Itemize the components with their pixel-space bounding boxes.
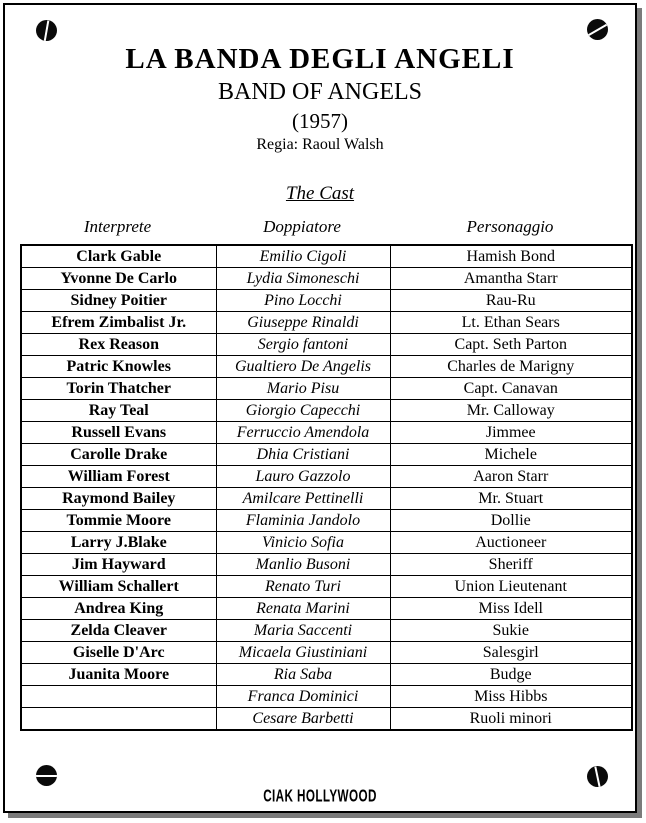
table-row: [21, 466, 632, 488]
character-cell: Miss Idell: [390, 598, 632, 620]
actor-cell: Rex Reason: [21, 334, 216, 356]
cast-table-body: [21, 245, 632, 730]
dubber-cell: Sergio fantoni: [216, 334, 390, 356]
character-cell: Mr. Stuart: [390, 488, 632, 510]
actor-cell: Clark Gable: [21, 245, 216, 268]
actor-cell: Efrem Zimbalist Jr.: [21, 312, 216, 334]
column-header-personaggio: Personaggio: [466, 217, 554, 236]
table-row: [21, 245, 632, 268]
dubber-cell: Giorgio Capecchi: [216, 400, 390, 422]
dubber-cell: Flaminia Jandolo: [216, 510, 390, 532]
screw-slot: [44, 20, 50, 41]
actor-cell: Carolle Drake: [21, 444, 216, 466]
dubber-cell: Dhia Cristiani: [216, 444, 390, 466]
column-header-interprete: Interprete: [83, 217, 152, 236]
ciak-hollywood-logo: CIAK HOLLYWOOD: [263, 786, 377, 807]
actor-cell: Larry J.Blake: [21, 532, 216, 554]
character-cell: Dollie: [390, 510, 632, 532]
actor-cell: Raymond Bailey: [21, 488, 216, 510]
film-title-english: BAND OF ANGELS: [217, 79, 423, 105]
character-cell: Budge: [390, 664, 632, 686]
actor-cell: Tommie Moore: [21, 510, 216, 532]
column-header-doppiatore: Doppiatore: [263, 217, 341, 236]
table-row: [21, 620, 632, 642]
table-row: [21, 356, 632, 378]
dubber-cell: Cesare Barbetti: [216, 708, 390, 731]
actor-cell: Giselle D'Arc: [21, 642, 216, 664]
character-cell: Jimmee: [390, 422, 632, 444]
actor-cell: Sidney Poitier: [21, 290, 216, 312]
director-credit: Regia: Raoul Walsh: [256, 136, 384, 153]
cast-table: [20, 244, 633, 731]
dubber-cell: Mario Pisu: [216, 378, 390, 400]
screw-icon: [36, 765, 57, 786]
character-cell: Capt. Seth Parton: [390, 334, 632, 356]
actor-cell: Russell Evans: [21, 422, 216, 444]
actor-cell: Jim Hayward: [21, 554, 216, 576]
actor-cell: [21, 708, 216, 731]
character-cell: Charles de Marigny: [390, 356, 632, 378]
cast-section-heading: The Cast: [285, 183, 355, 204]
dubber-cell: Amilcare Pettinelli: [216, 488, 390, 510]
dubber-cell: Gualtiero De Angelis: [216, 356, 390, 378]
table-row: [21, 488, 632, 510]
dubber-cell: Ferruccio Amendola: [216, 422, 390, 444]
actor-cell: William Forest: [21, 466, 216, 488]
dubber-cell: Pino Locchi: [216, 290, 390, 312]
character-cell: Sheriff: [390, 554, 632, 576]
table-row: [21, 312, 632, 334]
table-row: [21, 642, 632, 664]
screw-slot: [594, 766, 600, 787]
character-cell: Union Lieutenant: [390, 576, 632, 598]
dubber-cell: Ria Saba: [216, 664, 390, 686]
screw-slot: [36, 775, 57, 777]
character-cell: Amantha Starr: [390, 268, 632, 290]
screw-icon: [36, 20, 57, 41]
actor-cell: Yvonne De Carlo: [21, 268, 216, 290]
dubber-cell: Franca Dominici: [216, 686, 390, 708]
actor-cell: Zelda Cleaver: [21, 620, 216, 642]
character-cell: Rau-Ru: [390, 290, 632, 312]
table-row: [21, 554, 632, 576]
actor-cell: Juanita Moore: [21, 664, 216, 686]
dubber-cell: Giuseppe Rinaldi: [216, 312, 390, 334]
dubber-cell: Lauro Gazzolo: [216, 466, 390, 488]
screw-icon: [587, 766, 608, 787]
actor-cell: [21, 686, 216, 708]
table-row: [21, 532, 632, 554]
table-row: [21, 422, 632, 444]
dubber-cell: Lydia Simoneschi: [216, 268, 390, 290]
table-row: [21, 686, 632, 708]
dubber-cell: Emilio Cigoli: [216, 245, 390, 268]
cast-column-headers: [20, 217, 631, 237]
screw-icon: [587, 19, 608, 40]
dubber-cell: Micaela Giustiniani: [216, 642, 390, 664]
character-cell: Mr. Calloway: [390, 400, 632, 422]
dubber-cell: Vinicio Sofia: [216, 532, 390, 554]
film-title-italian: LA BANDA DEGLI ANGELI: [125, 43, 515, 75]
character-cell: Aaron Starr: [390, 466, 632, 488]
actor-cell: Patric Knowles: [21, 356, 216, 378]
cast-sheet-page: [3, 3, 637, 813]
character-cell: Lt. Ethan Sears: [390, 312, 632, 334]
actor-cell: Andrea King: [21, 598, 216, 620]
character-cell: Hamish Bond: [390, 245, 632, 268]
table-row: [21, 334, 632, 356]
table-row: [21, 378, 632, 400]
character-cell: Salesgirl: [390, 642, 632, 664]
character-cell: Ruoli minori: [390, 708, 632, 731]
character-cell: Sukie: [390, 620, 632, 642]
table-row: [21, 708, 632, 731]
dubber-cell: Renata Marini: [216, 598, 390, 620]
table-row: [21, 400, 632, 422]
table-row: [21, 664, 632, 686]
character-cell: Michele: [390, 444, 632, 466]
screw-slot: [588, 23, 607, 35]
actor-cell: Ray Teal: [21, 400, 216, 422]
table-row: [21, 576, 632, 598]
dubber-cell: Maria Saccenti: [216, 620, 390, 642]
character-cell: Miss Hibbs: [390, 686, 632, 708]
character-cell: Auctioneer: [390, 532, 632, 554]
dubber-cell: Manlio Busoni: [216, 554, 390, 576]
dubber-cell: Renato Turi: [216, 576, 390, 598]
actor-cell: Torin Thatcher: [21, 378, 216, 400]
film-year: (1957): [292, 109, 348, 133]
table-row: [21, 444, 632, 466]
actor-cell: William Schallert: [21, 576, 216, 598]
title-block: [5, 5, 635, 154]
table-row: [21, 290, 632, 312]
table-row: [21, 510, 632, 532]
table-row: [21, 268, 632, 290]
table-row: [21, 598, 632, 620]
character-cell: Capt. Canavan: [390, 378, 632, 400]
